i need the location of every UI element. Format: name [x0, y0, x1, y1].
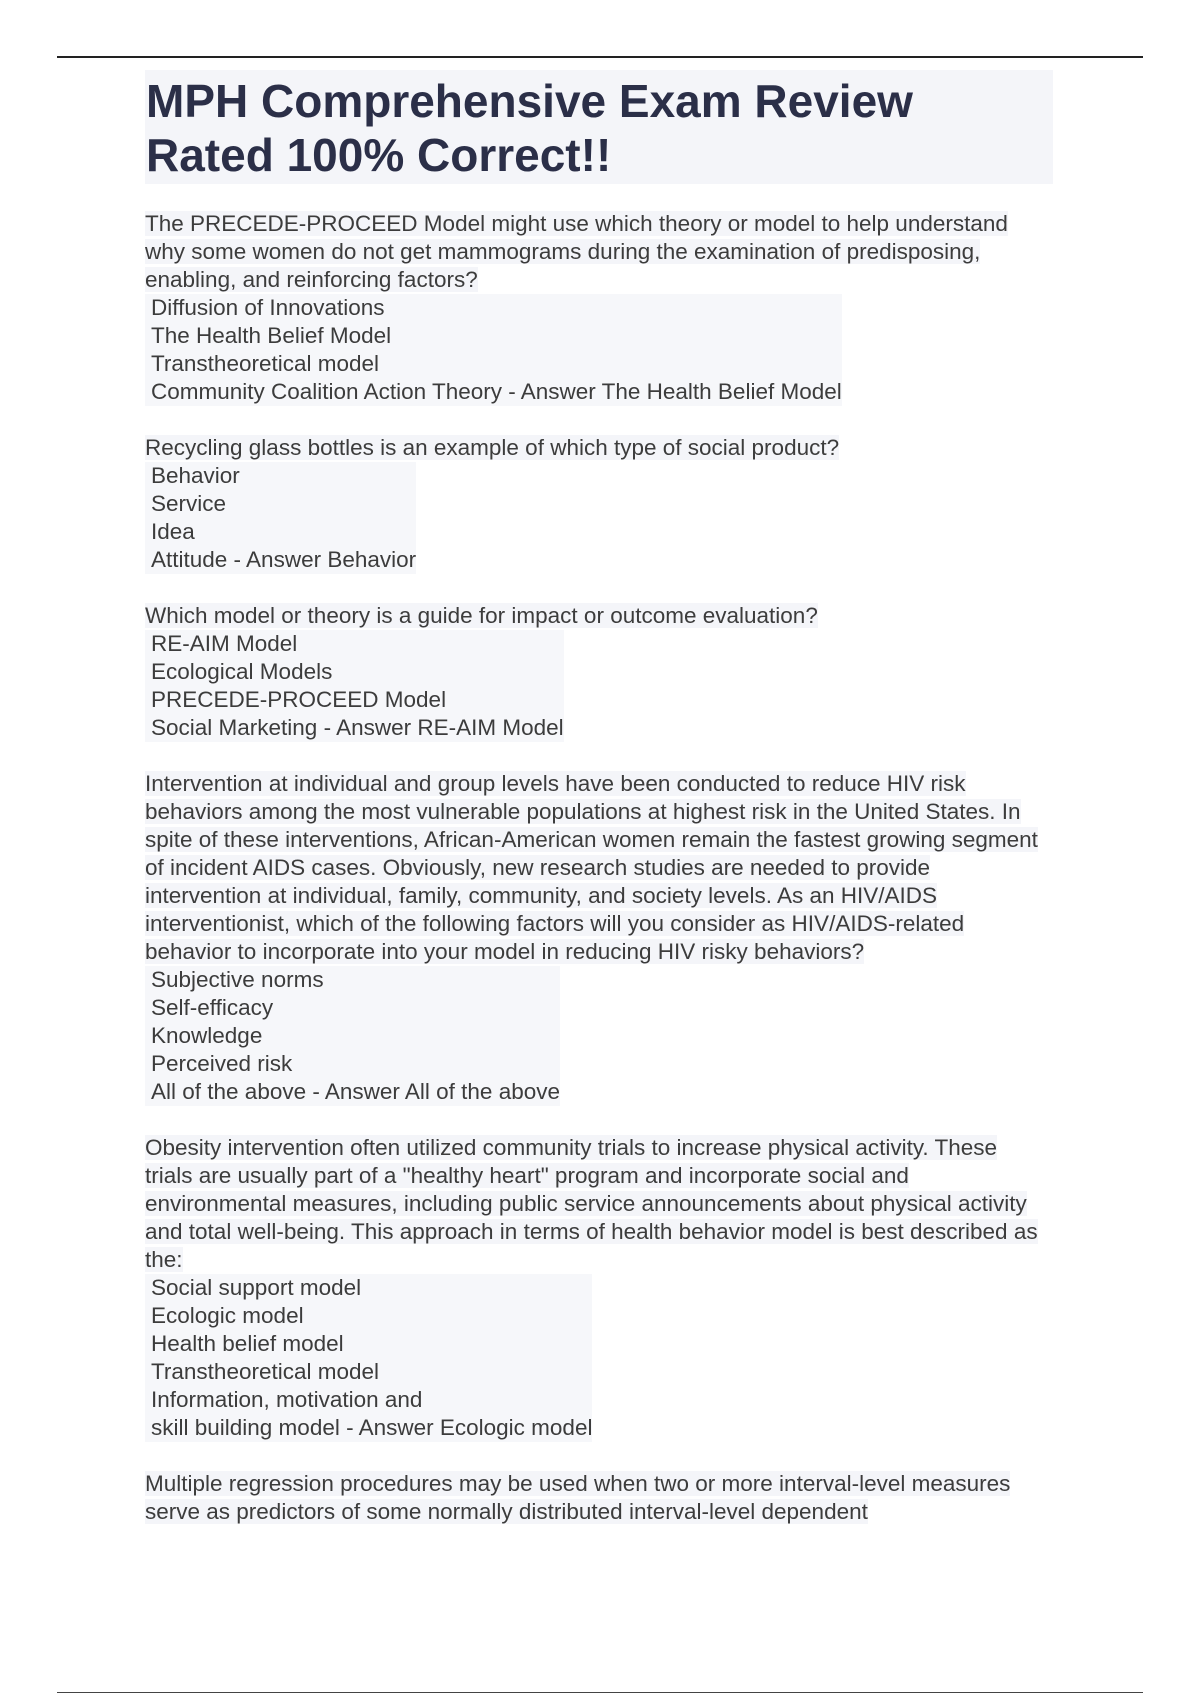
question-item: [145, 1134, 1065, 1442]
option-list: [145, 462, 416, 574]
question-item: [145, 210, 1065, 406]
option: Subjective norms: [151, 967, 324, 992]
option-list: [145, 294, 842, 406]
option: Perceived risk: [151, 1051, 293, 1076]
question-text: The PRECEDE-PROCEED Model might use which theory or model to help understand why some women do not get mammograms during the examination of predisposing, enabling, and reinforcing factors?: [145, 211, 1008, 292]
question-text: Recycling glass bottles is an example of which type of social product?: [145, 435, 840, 460]
bottom-rule: [57, 1692, 1143, 1693]
option: Health belief model: [151, 1331, 344, 1356]
option: Transtheoretical model: [151, 1359, 380, 1384]
question-item: [145, 602, 1065, 742]
top-rule: [57, 56, 1143, 58]
option-list: [145, 630, 564, 742]
question-item: [145, 770, 1065, 1106]
question-item: [145, 1470, 1065, 1526]
option: RE-AIM Model: [151, 631, 298, 656]
question-text: Intervention at individual and group levels have been conducted to reduce HIV risk behaviors among the most vulnerable populations at highest risk in the United States. In spite of these interventions, African-American women remain the fastest growing segment of incident AIDS cases. Obviously, new research studies are needed to provide intervention at individual, family, community, and society levels. As an HIV/AIDS interventionist, which of the following factors will you consider as HIV/AIDS-related behavior to incorporate into your model in reducing HIV risky behaviors?: [145, 771, 1038, 964]
option: Transtheoretical model: [151, 351, 380, 376]
option: The Health Belief Model: [151, 323, 392, 348]
question-text: Obesity intervention often utilized community trials to increase physical activity. These trials are usually part of a "healthy heart" program and incorporate social and environmental measures, including public service announcements about physical activity and total well-being. This approach in terms of health behavior model is best described as the:: [145, 1135, 1038, 1272]
option: Service: [151, 491, 227, 516]
option: Ecological Models: [151, 659, 333, 684]
option: Behavior: [151, 463, 240, 488]
option: Information, motivation and: [151, 1387, 423, 1412]
title-line-2: Rated 100% Correct!!: [146, 129, 612, 181]
question-item: [145, 434, 1065, 574]
page-title: [145, 70, 1053, 182]
option-with-answer: All of the above - Answer All of the above: [151, 1079, 560, 1104]
option: Knowledge: [151, 1023, 263, 1048]
title-line-1: MPH Comprehensive Exam Review: [146, 75, 913, 127]
option: Self-efficacy: [151, 995, 274, 1020]
question-list: [145, 210, 1065, 1554]
option-with-answer: Attitude - Answer Behavior: [151, 547, 417, 572]
option: PRECEDE-PROCEED Model: [151, 687, 447, 712]
option-list: [145, 966, 560, 1106]
option-list: [145, 1274, 592, 1442]
option: Ecologic model: [151, 1303, 304, 1328]
option: Diffusion of Innovations: [151, 295, 385, 320]
option-with-answer: Social Marketing - Answer RE-AIM Model: [151, 715, 564, 740]
title-block: [145, 70, 1053, 184]
option-with-answer: Community Coalition Action Theory - Answer The Health Belief Model: [151, 379, 842, 404]
option-with-answer: skill building model - Answer Ecologic model: [151, 1415, 593, 1440]
option: Idea: [151, 519, 195, 544]
question-text: Which model or theory is a guide for impact or outcome evaluation?: [145, 603, 818, 628]
question-text: Multiple regression procedures may be used when two or more interval-level measures serve as predictors of some normally distributed interval-level dependent: [145, 1471, 1011, 1524]
option: Social support model: [151, 1275, 362, 1300]
